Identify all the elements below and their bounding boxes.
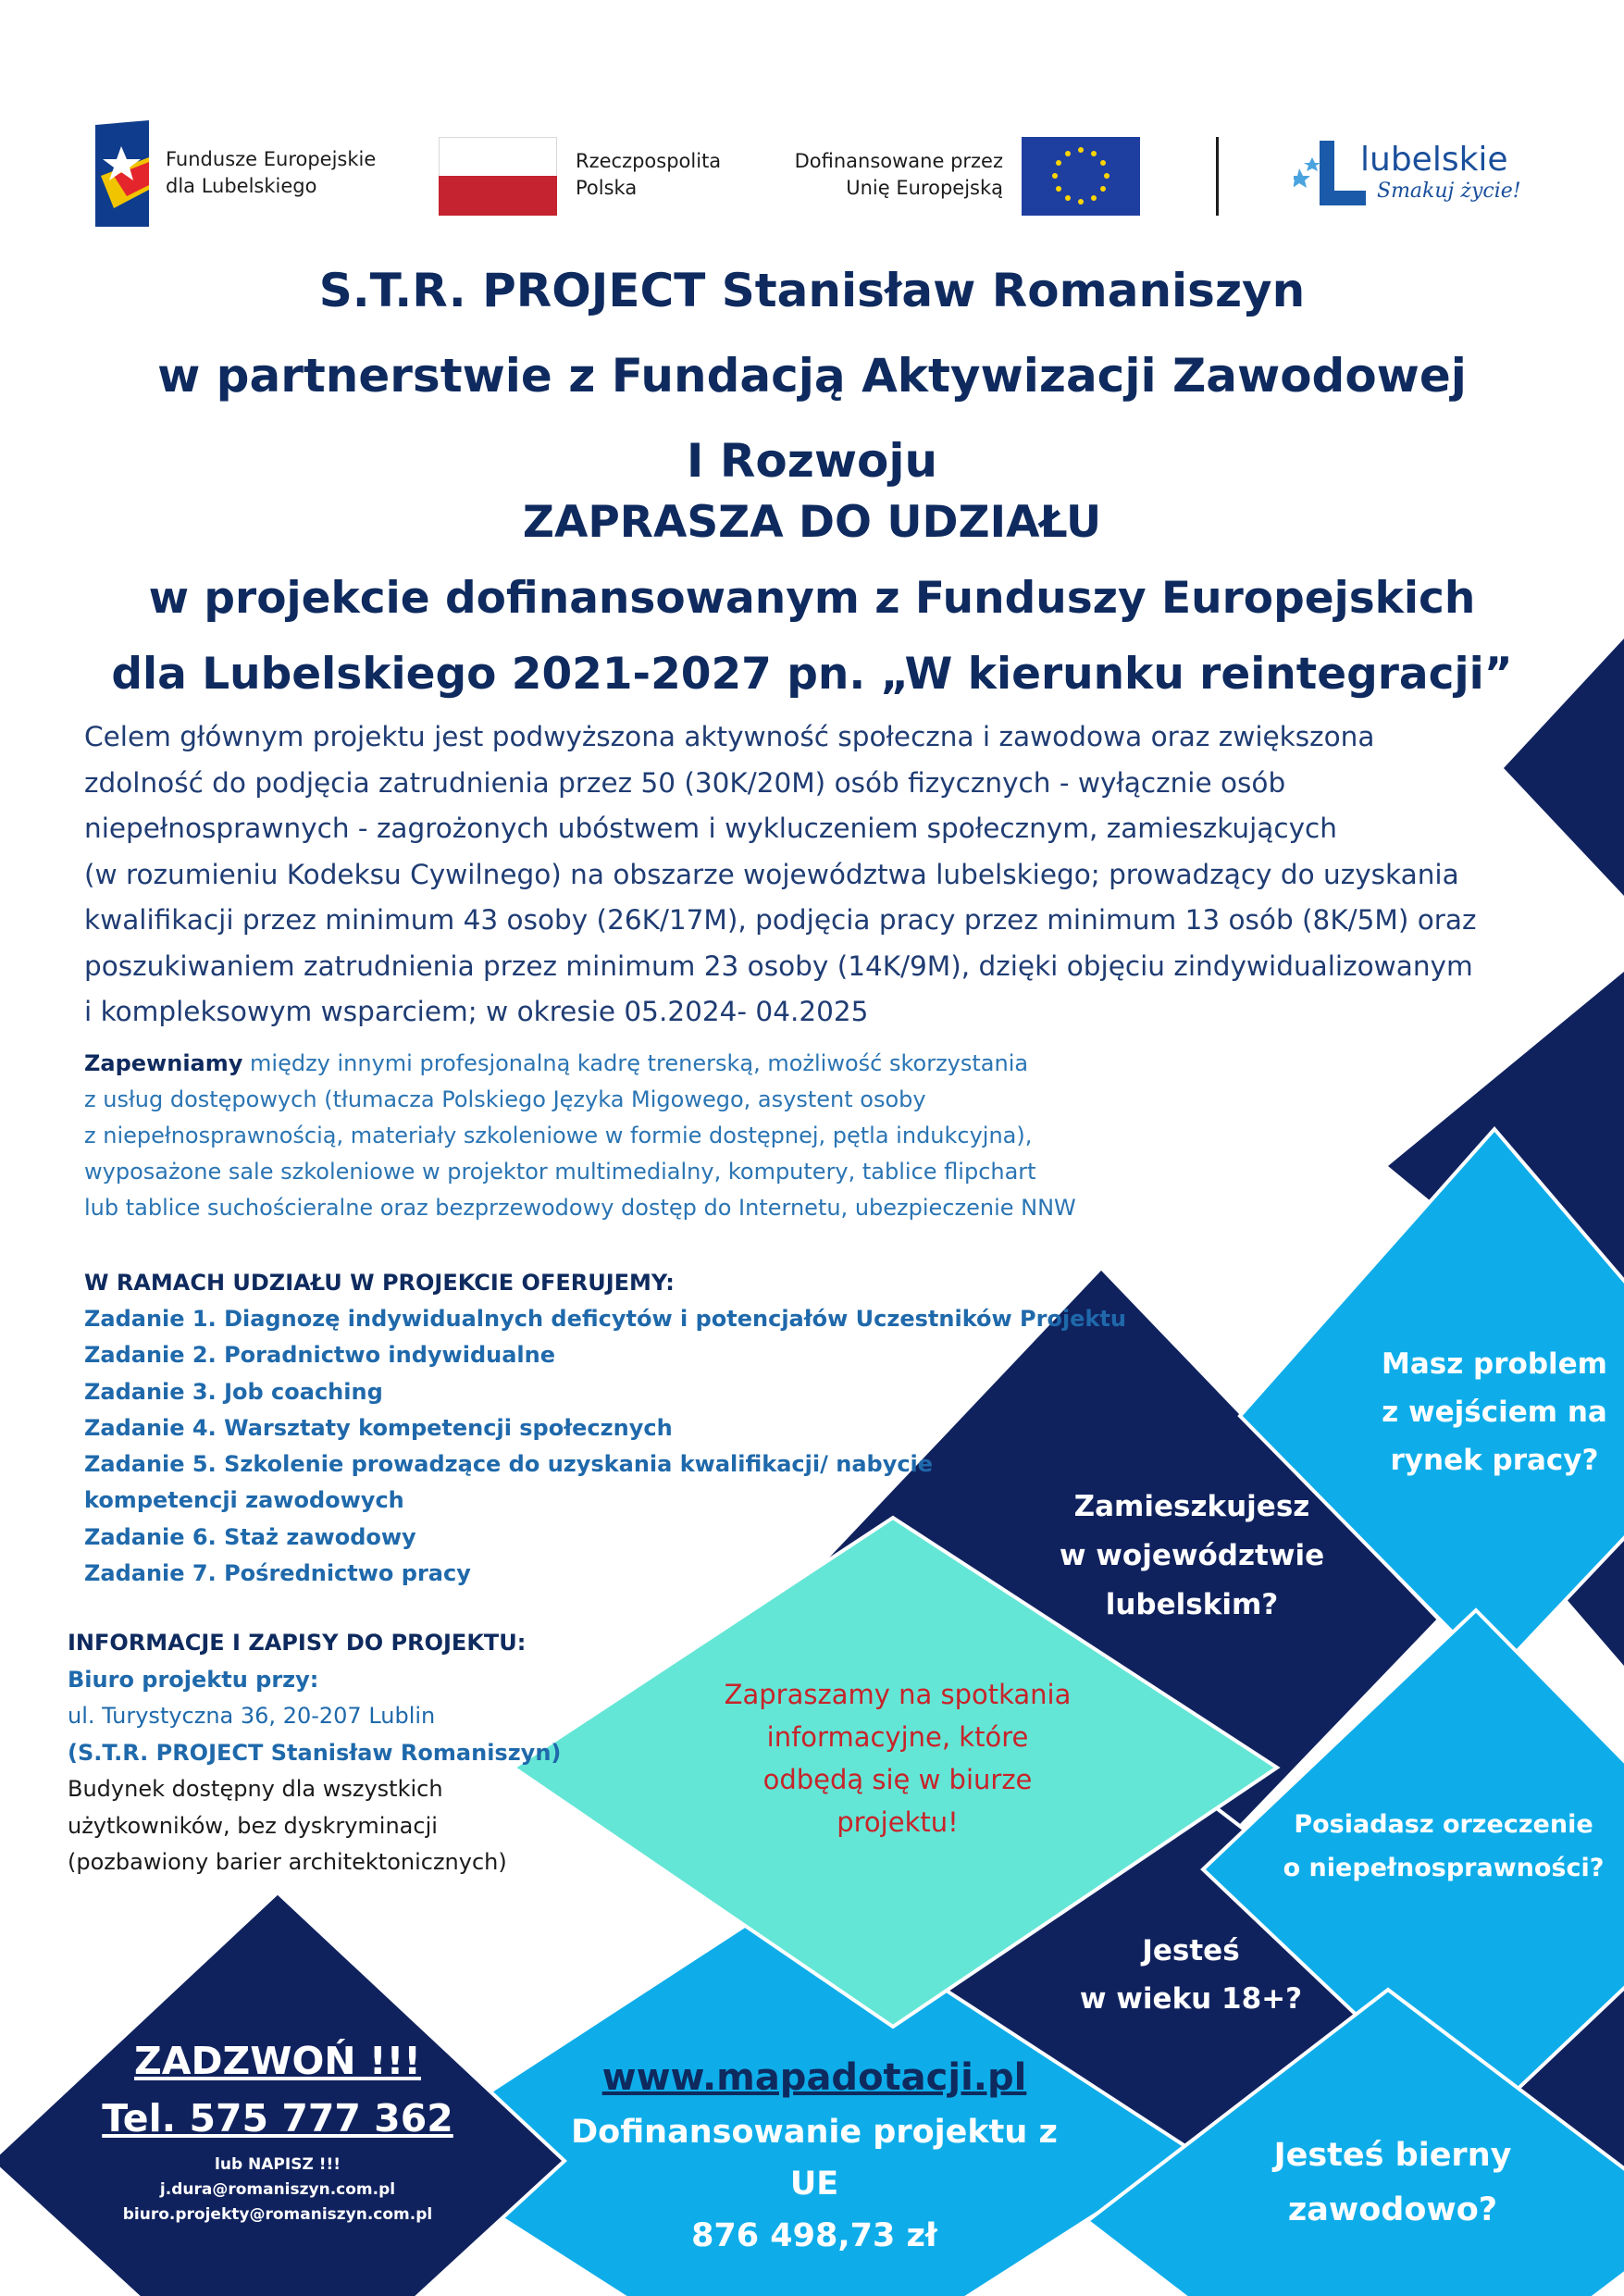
ue-logo-line1: Dofinansowane przez [794, 150, 1003, 172]
info-block [68, 1625, 561, 1881]
diamond-text-line: Zamieszkujesz [1073, 1490, 1310, 1523]
list-item: Zadanie 4. Warsztaty kompetencji społecznych [84, 1414, 673, 1441]
call-label: ZADZWOŃ !!! [134, 2039, 421, 2083]
list-item: Zadanie 7. Pośrednictwo pracy [84, 1560, 471, 1587]
meeting-invitation [685, 1673, 1110, 1843]
write-label: lub NAPISZ !!! [215, 2155, 341, 2174]
lubelskie-name: lubelskie [1360, 141, 1508, 179]
list-item: Zadanie 2. Poradnictwo indywidualne [84, 1342, 555, 1369]
list-item: Zadanie 5. Szkolenie prowadzące do uzyskania kwalifikacji/ nabycie [84, 1451, 934, 1478]
eu-flag-icon [1022, 137, 1140, 216]
info-heading: INFORMACJE I ZAPISY DO PROJEKTU: [68, 1630, 527, 1656]
logo-ue [779, 137, 1140, 216]
info-address: ul. Turystyczna 36, 20-207 Lublin [68, 1703, 436, 1729]
info-office: Biuro projektu przy: [68, 1666, 319, 1693]
info-access-line: użytkowników, bez dyskryminacji [68, 1812, 438, 1839]
diamond-text-age [1052, 1927, 1330, 2023]
diamond-text-line: w wieku 18+? [1079, 1982, 1303, 2016]
logo-lubelskie [1294, 137, 1534, 216]
website-link[interactable]: www.mapadotacji.pl [601, 2056, 1027, 2099]
meeting-line: informacyjne, które [766, 1721, 1029, 1753]
intro-line: Celem głównym projektu jest podwyższona aktywność społeczna i zawodowa oraz zwiększona [84, 721, 1375, 752]
intro-line: niepełnosprawnych - zagrożonych ubóstwem i wykluczeniem społecznym, zamieszkujących [84, 813, 1337, 844]
fe-logo-line2: dla Lubelskiego [166, 175, 317, 197]
assurance-bold: Zapewniamy [84, 1050, 243, 1076]
polish-flag-icon [439, 137, 559, 216]
diamond-text-inactive [1235, 2128, 1550, 2238]
fe-logo-line1: Fundusze Europejskie [166, 148, 377, 170]
main-heading-line1: S.T.R. PROJECT Stanisław Romaniszyn [318, 264, 1306, 317]
main-heading-line3: I Rozwoju [686, 434, 938, 488]
assurance-line [84, 1046, 1130, 1082]
assurance-line: wyposażone sale szkoleniowe w projektor multimedialny, komputery, tablice flipchart [84, 1159, 1036, 1185]
intro-line: kwalifikacji przez minimum 43 osoby (26K/17M), podjęcia pracy przez minimum 13 osób (8K/5M) oraz [84, 904, 1477, 936]
intro-line: zdolność do podjęcia zatrudnienia przez 50 (30K/20M) osób fizycznych - wyłącznie osób [84, 766, 1286, 799]
rp-logo-line2: Polska [576, 177, 638, 199]
logo-divider [1216, 137, 1219, 216]
fe-logo-icon [95, 120, 151, 227]
diamond-text-line: zawodowo? [1287, 2191, 1498, 2228]
list-item: Zadanie 6. Staż zawodowy [84, 1523, 416, 1550]
meeting-line: Zapraszamy na spotkania [724, 1679, 1072, 1710]
logo-rp [439, 137, 744, 216]
list-item: kompetencji zawodowych [84, 1487, 404, 1514]
list-item: Zadanie 3. Job coaching [84, 1378, 383, 1405]
ue-logo-line2: Unię Europejską [846, 177, 1003, 199]
funding-amount: 876 498,73 zł [691, 2217, 937, 2254]
info-access-line: Budynek dostępny dla wszystkich [68, 1776, 443, 1802]
funding-block [555, 2049, 1073, 2262]
info-company: (S.T.R. PROJECT Stanisław Romaniszyn) [68, 1739, 562, 1766]
sub-heading-line2: w projekcie dofinansowanym z Funduszy Europejskich [148, 573, 1476, 624]
lubelskie-slogan: Smakuj życie! [1377, 180, 1521, 203]
phone-link[interactable]: Tel. 575 777 362 [102, 2096, 453, 2141]
diamond-text-problem [1333, 1340, 1624, 1484]
contact-block [93, 2032, 463, 2228]
diamond-text-line: Masz problem [1382, 1347, 1607, 1381]
diamond-text-line: o niepełnosprawności? [1283, 1854, 1605, 1882]
assurance-line: lub tablice suchościeralne oraz bezprzewodowy dostęp do Internetu, ubezpieczenie NNW [84, 1195, 1076, 1221]
intro-paragraph [84, 714, 1528, 1036]
intro-line: poszukiwaniem zatrudnienia przez minimum 23 osoby (14K/9M), dzięki objęciu zindywidualizowanym [84, 949, 1473, 982]
sub-heading-line1: ZAPRASZA DO UDZIAŁU [522, 497, 1102, 548]
intro-line: (w rozumieniu Kodeksu Cywilnego) na obszarze województwa lubelskiego; prowadzący do uzyskania [84, 858, 1459, 890]
meeting-line: projektu! [837, 1806, 959, 1838]
intro-line: i kompleksowym wsparciem; w okresie 05.2024- 04.2025 [84, 996, 869, 1027]
meeting-line: odbędą się w biurze [762, 1764, 1033, 1795]
assurance-line: z niepełnosprawnością, materiały szkoleniowe w formie dostępnej, pętla indukcyjna), [84, 1123, 1033, 1148]
assurance-line: z usług dostępowych (tłumacza Polskiego Języka Migowego, asystent osoby [84, 1086, 926, 1112]
logo-fe [95, 120, 401, 227]
diamond-text-line: Posiadasz orzeczenie [1294, 1810, 1593, 1839]
diamond-text-line: Jesteś bierny [1273, 2137, 1512, 2174]
email-link[interactable]: biuro.projekty@romaniszyn.com.pl [122, 2205, 433, 2224]
sub-heading [0, 485, 1624, 713]
list-item: Zadanie 1. Diagnozę indywidualnych deficytów i potencjałów Uczestników Projektu [84, 1306, 1126, 1332]
rp-logo-line1: Rzeczpospolita [576, 150, 722, 172]
task-list [84, 1301, 1126, 1592]
email-link[interactable]: j.dura@romaniszyn.com.pl [159, 2180, 396, 2199]
assurance-paragraph [84, 1046, 1130, 1226]
lubelskie-logo-icon [1294, 137, 1368, 211]
offer-heading: W RAMACH UDZIAŁU W PROJEKCIE OFERUJEMY: [84, 1270, 675, 1296]
diamond-text-region [1007, 1483, 1377, 1630]
funding-label: Dofinansowanie projektu z UE [571, 2114, 1058, 2203]
diamond-text-line: lubelskim? [1105, 1588, 1279, 1621]
diamond-text-line: w województwie [1059, 1539, 1325, 1572]
main-heading [0, 248, 1624, 503]
diamond-text-disability [1268, 1803, 1619, 1890]
main-heading-line2: w partnerstwie z Fundacją Aktywizacji Zawodowej [157, 349, 1467, 403]
info-access-line: (pozbawiony barier architektonicznych) [68, 1849, 507, 1875]
sub-heading-line3: dla Lubelskiego 2021-2027 pn. „W kierunku reintegracji” [111, 649, 1513, 700]
diamond-text-line: rynek pracy? [1390, 1444, 1599, 1477]
diamond-text-line: Jesteś [1142, 1934, 1240, 1967]
diamond-text-line: z wejściem na [1382, 1396, 1607, 1429]
assurance-line-text: między innymi profesjonalną kadrę trenerską, możliwość skorzystania [242, 1050, 1029, 1076]
